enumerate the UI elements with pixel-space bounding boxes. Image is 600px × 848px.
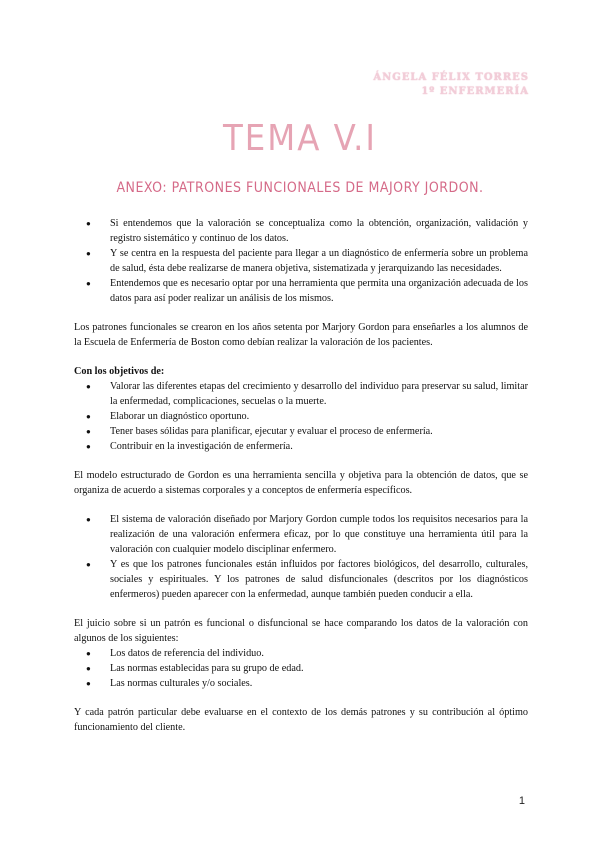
objectives-heading: Con los objetivos de: xyxy=(74,366,165,377)
system-bullet-list xyxy=(74,512,528,602)
list-item: ● Valorar las diferentes etapas del crecimiento y desarrollo del individuo para preservar su salud, limitar la enfermedad, complicaciones, secuelas o la muerte. xyxy=(74,379,528,409)
list-item: ● Contribuir en la investigación de enfermería. xyxy=(74,439,528,454)
list-item: ● Las normas establecidas para su grupo de edad. xyxy=(74,661,528,676)
list-item: ● Elaborar un diagnóstico oportuno. xyxy=(74,409,528,424)
list-item: ● Si entendemos que la valoración se conceptualiza como la obtención, organización, validación y registro sistemático y continuo de los datos. xyxy=(74,216,528,246)
author-course: 1º ENFERMERÍA xyxy=(421,86,529,97)
list-item: ● Los datos de referencia del individuo. xyxy=(74,646,528,661)
list-item: ● Entendemos que es necesario optar por una herramienta que permita una organización adecuada de los datos para así poder realizar un análisis de los mismos. xyxy=(74,276,528,306)
paragraph-conclusion: Y cada patrón particular debe evaluarse en el contexto de los demás patrones y su contribución al óptimo funcionamiento del cliente. xyxy=(74,707,528,733)
document-body xyxy=(74,216,528,735)
page-title: TEMA V.I xyxy=(223,118,377,159)
paragraph-model: El modelo estructurado de Gordon es una herramienta sencilla y objetiva para la obtención de datos, que se organiza de acuerdo a sistemas corporales y a conceptos de enfermería específicos. xyxy=(74,470,528,496)
list-item: ● Tener bases sólidas para planificar, ejecutar y evaluar el proceso de enfermería. xyxy=(74,424,528,439)
intro-bullet-list xyxy=(74,216,528,306)
page-number: 1 xyxy=(518,795,525,807)
list-item: ● El sistema de valoración diseñado por Marjory Gordon cumple todos los requisitos necesarios para la realización de una valoración enfermera eficaz, por lo que constituye una herramienta útil para la valoración con cualquier modelo disciplinar enfermero. xyxy=(74,512,528,557)
list-item: ● Y se centra en la respuesta del paciente para llegar a un diagnóstico de enfermería sobre un problema de salud, ésta debe realizarse de manera objetiva, sistematizada y jerarquizando las necesidades. xyxy=(74,246,528,276)
author-name: ÁNGELA FÉLIX TORRES xyxy=(373,72,529,83)
list-item: ● Las normas culturales y/o sociales. xyxy=(74,676,528,691)
criteria-bullet-list xyxy=(74,646,528,691)
paragraph-origin: Los patrones funcionales se crearon en los años setenta por Marjory Gordon para enseñarles a los alumnos de la Escuela de Enfermería de Boston como debían realizar la valoración de los pacientes. xyxy=(74,322,528,348)
page-subtitle: ANEXO: PATRONES FUNCIONALES DE MAJORY JORDON. xyxy=(116,180,484,196)
list-item: ● Y es que los patrones funcionales están influidos por factores biológicos, del desarrollo, culturales, sociales y espirituales. Y los patrones de salud disfuncionales (descritos por los diagnósticos enfermeros) pueden aparecer con la enfermedad, aunque también pueden conducir a ella. xyxy=(74,557,528,602)
author-header xyxy=(373,71,529,99)
objectives-bullet-list xyxy=(74,379,528,454)
paragraph-judgement: El juicio sobre si un patrón es funcional o disfuncional se hace comparando los datos de la valoración con algunos de los siguientes: xyxy=(74,618,528,644)
